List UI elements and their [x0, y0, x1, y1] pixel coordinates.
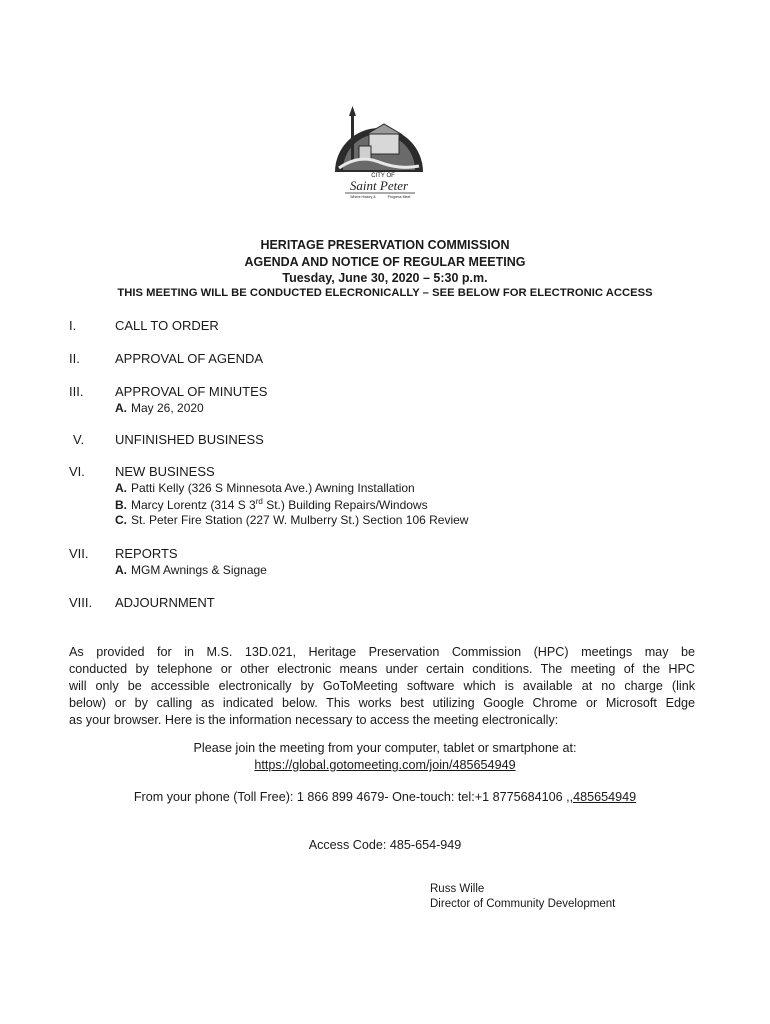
agenda-title: NEW BUSINESS [115, 464, 215, 479]
agenda-number: VIII. [69, 595, 93, 610]
agenda-sub-item [115, 401, 204, 415]
sub-item-text: Marcy Lorentz (314 S 3rd St.) Building Repairs/Windows [131, 497, 428, 512]
phone-text: From your phone (Toll Free): 1 866 899 4679- One-touch: tel:+1 8775684106 [133, 790, 563, 804]
agenda-sub-item [115, 513, 468, 527]
logo-city-of: CITY OF [371, 173, 395, 179]
gotomeeting-link[interactable]: https://global.gotomeeting.com/join/485654949 [254, 758, 516, 772]
join-prompt: Please join the meeting from your computer, tablet or smartphone at: [193, 741, 577, 755]
agenda-sub-item [115, 563, 267, 577]
sub-item-letter: A. [115, 563, 127, 577]
sub-item-text: May 26, 2020 [131, 401, 204, 415]
agenda-title: APPROVAL OF AGENDA [115, 351, 264, 366]
electronic-notice: THIS MEETING WILL BE CONDUCTED ELECRONICALLY – SEE BELOW FOR ELECTRONIC ACCESS [117, 287, 653, 299]
agenda-number: VI. [69, 464, 85, 479]
agenda-title: APPROVAL OF MINUTES [115, 384, 268, 399]
notice-line: conducted by telephone or other electronic means under certain conditions. The meeting of the HPC [69, 662, 695, 676]
sub-item-letter: C. [115, 513, 127, 527]
logo-saint-peter: Saint Peter [349, 178, 409, 193]
signer-title: Director of Community Development [430, 898, 616, 910]
sub-item-text: MGM Awnings & Signage [131, 563, 267, 577]
agenda-title: AGENDA AND NOTICE OF REGULAR MEETING [244, 255, 526, 269]
notice-line: will only be accessible electronically by GoToMeeting software which is available at no charge (link [69, 679, 695, 693]
notice-line: As provided for in M.S. 13D.021, Heritage Preservation Commission (HPC) meetings may be [69, 645, 695, 659]
join-link-row [0, 758, 770, 772]
logo-tagline-right: Progress Meet [387, 195, 411, 199]
agenda-title: UNFINISHED BUSINESS [115, 432, 264, 447]
agenda-number: II. [69, 351, 80, 366]
sub-item-text: St. Peter Fire Station (227 W. Mulberry St.) Section 106 Review [131, 513, 469, 527]
agenda-number: VII. [69, 546, 89, 561]
notice-line: as your browser. Here is the information necessary to access the meeting electronically: [69, 713, 559, 727]
city-of-saint-peter-logo [329, 104, 429, 204]
commission-title: HERITAGE PRESERVATION COMMISSION [260, 238, 510, 252]
logo-tagline-left: Where History & [350, 195, 376, 199]
agenda-number: I. [69, 318, 77, 333]
signer-name: Russ Wille [430, 883, 485, 895]
agenda-title: REPORTS [115, 546, 178, 561]
agenda-title: ADJOURNMENT [115, 595, 215, 610]
phone-info [0, 790, 770, 804]
sub-item-letter: A. [115, 401, 127, 415]
one-touch-code-link[interactable]: ,,485654949 [566, 790, 637, 804]
sub-item-text: Patti Kelly (326 S Minnesota Ave.) Awning Installation [131, 481, 415, 495]
agenda-title: CALL TO ORDER [115, 318, 219, 333]
electronic-meeting-notice [69, 644, 695, 729]
sub-item-letter: A. [115, 481, 127, 495]
sub-item-letter: B. [115, 498, 127, 512]
notice-line: below) or by calling as indicated below. This works best utilizing Google Chrome or Microsoft Edge [69, 696, 695, 710]
access-code: Access Code: 485-654-949 [308, 838, 462, 852]
logo-tower [351, 112, 354, 162]
agenda-sub-item [115, 481, 415, 495]
meeting-date: Tuesday, June 30, 2020 – 5:30 p.m. [282, 271, 488, 285]
agenda-sub-item [115, 497, 428, 512]
agenda-number: III. [69, 384, 84, 399]
agenda-number: V. [73, 432, 85, 447]
